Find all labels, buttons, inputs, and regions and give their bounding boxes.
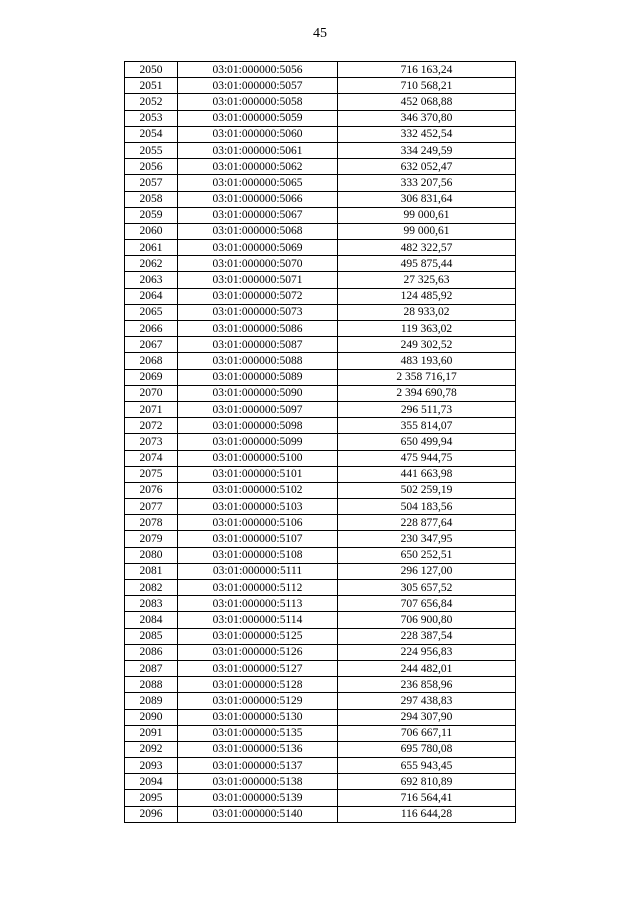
- cadastral-number-cell: 03:01:000000:5060: [178, 126, 338, 142]
- row-number-cell: 2090: [125, 709, 178, 725]
- cadastral-value-cell: 119 363,02: [338, 321, 516, 337]
- cadastral-number-cell: 03:01:000000:5127: [178, 660, 338, 676]
- cadastral-number-cell: 03:01:000000:5135: [178, 725, 338, 741]
- table-row: [125, 337, 516, 353]
- table-row: [125, 531, 516, 547]
- table-row: [125, 418, 516, 434]
- cadastral-value-cell: 230 347,95: [338, 531, 516, 547]
- row-number-cell: 2064: [125, 288, 178, 304]
- table-row: [125, 401, 516, 417]
- table-row: [125, 790, 516, 806]
- row-number-cell: 2060: [125, 223, 178, 239]
- table-row: [125, 78, 516, 94]
- row-number-cell: 2088: [125, 677, 178, 693]
- cadastral-number-cell: 03:01:000000:5090: [178, 385, 338, 401]
- table-row: [125, 142, 516, 158]
- cadastral-value-cell: 116 644,28: [338, 806, 516, 822]
- cadastral-value-cell: 334 249,59: [338, 142, 516, 158]
- cadastral-number-cell: 03:01:000000:5102: [178, 482, 338, 498]
- cadastral-number-cell: 03:01:000000:5114: [178, 612, 338, 628]
- cadastral-number-cell: 03:01:000000:5139: [178, 790, 338, 806]
- table-row: [125, 612, 516, 628]
- row-number-cell: 2061: [125, 240, 178, 256]
- table-row: [125, 304, 516, 320]
- row-number-cell: 2081: [125, 563, 178, 579]
- cadastral-value-cell: 332 452,54: [338, 126, 516, 142]
- cadastral-value-cell: 296 511,73: [338, 401, 516, 417]
- cadastral-number-cell: 03:01:000000:5103: [178, 499, 338, 515]
- table-row: [125, 547, 516, 563]
- table-row: [125, 62, 516, 78]
- cadastral-value-cell: 27 325,63: [338, 272, 516, 288]
- cadastral-number-cell: 03:01:000000:5140: [178, 806, 338, 822]
- cadastral-value-cell: 632 052,47: [338, 159, 516, 175]
- row-number-cell: 2073: [125, 434, 178, 450]
- table-row: [125, 110, 516, 126]
- row-number-cell: 2072: [125, 418, 178, 434]
- cadastral-number-cell: 03:01:000000:5125: [178, 628, 338, 644]
- table-row: [125, 628, 516, 644]
- cadastral-number-cell: 03:01:000000:5056: [178, 62, 338, 78]
- cadastral-number-cell: 03:01:000000:5068: [178, 223, 338, 239]
- cadastral-number-cell: 03:01:000000:5066: [178, 191, 338, 207]
- table-row: [125, 725, 516, 741]
- table-row: [125, 175, 516, 191]
- cadastral-value-cell: 224 956,83: [338, 644, 516, 660]
- row-number-cell: 2067: [125, 337, 178, 353]
- cadastral-value-cell: 483 193,60: [338, 353, 516, 369]
- row-number-cell: 2082: [125, 580, 178, 596]
- cadastral-number-cell: 03:01:000000:5099: [178, 434, 338, 450]
- cadastral-number-cell: 03:01:000000:5106: [178, 515, 338, 531]
- row-number-cell: 2096: [125, 806, 178, 822]
- row-number-cell: 2056: [125, 159, 178, 175]
- cadastral-value-cell: 249 302,52: [338, 337, 516, 353]
- row-number-cell: 2076: [125, 482, 178, 498]
- cadastral-number-cell: 03:01:000000:5073: [178, 304, 338, 320]
- cadastral-number-cell: 03:01:000000:5062: [178, 159, 338, 175]
- table-row: [125, 256, 516, 272]
- cadastral-value-cell: 495 875,44: [338, 256, 516, 272]
- cadastral-number-cell: 03:01:000000:5108: [178, 547, 338, 563]
- cadastral-number-cell: 03:01:000000:5057: [178, 78, 338, 94]
- row-number-cell: 2065: [125, 304, 178, 320]
- table-row: [125, 207, 516, 223]
- cadastral-value-cell: 441 663,98: [338, 466, 516, 482]
- cadastral-number-cell: 03:01:000000:5138: [178, 774, 338, 790]
- cadastral-value-cell: 482 322,57: [338, 240, 516, 256]
- table-row: [125, 94, 516, 110]
- table-row: [125, 223, 516, 239]
- cadastral-value-cell: 228 387,54: [338, 628, 516, 644]
- cadastral-value-cell: 2 358 716,17: [338, 369, 516, 385]
- cadastral-number-cell: 03:01:000000:5088: [178, 353, 338, 369]
- cadastral-number-cell: 03:01:000000:5128: [178, 677, 338, 693]
- cadastral-number-cell: 03:01:000000:5069: [178, 240, 338, 256]
- cadastral-value-cell: 655 943,45: [338, 758, 516, 774]
- cadastral-value-cell: 650 252,51: [338, 547, 516, 563]
- row-number-cell: 2058: [125, 191, 178, 207]
- row-number-cell: 2059: [125, 207, 178, 223]
- cadastral-value-cell: 333 207,56: [338, 175, 516, 191]
- cadastral-number-cell: 03:01:000000:5072: [178, 288, 338, 304]
- cadastral-value-cell: 99 000,61: [338, 207, 516, 223]
- cadastral-value-cell: 716 163,24: [338, 62, 516, 78]
- cadastral-value-cell: 297 438,83: [338, 693, 516, 709]
- table-row: [125, 450, 516, 466]
- table-row: [125, 272, 516, 288]
- cadastral-number-cell: 03:01:000000:5113: [178, 596, 338, 612]
- row-number-cell: 2085: [125, 628, 178, 644]
- table-row: [125, 126, 516, 142]
- row-number-cell: 2070: [125, 385, 178, 401]
- cadastral-value-cell: 236 858,96: [338, 677, 516, 693]
- row-number-cell: 2055: [125, 142, 178, 158]
- cadastral-number-cell: 03:01:000000:5087: [178, 337, 338, 353]
- table-row: [125, 499, 516, 515]
- table-row: [125, 466, 516, 482]
- table-row: [125, 385, 516, 401]
- cadastral-number-cell: 03:01:000000:5111: [178, 563, 338, 579]
- cadastral-number-cell: 03:01:000000:5112: [178, 580, 338, 596]
- row-number-cell: 2079: [125, 531, 178, 547]
- cadastral-value-cell: 504 183,56: [338, 499, 516, 515]
- row-number-cell: 2052: [125, 94, 178, 110]
- cadastral-number-cell: 03:01:000000:5089: [178, 369, 338, 385]
- table-row: [125, 774, 516, 790]
- table-row: [125, 806, 516, 822]
- cadastral-value-cell: 228 877,64: [338, 515, 516, 531]
- table-row: [125, 482, 516, 498]
- cadastral-value-cell: 346 370,80: [338, 110, 516, 126]
- cadastral-value-cell: 2 394 690,78: [338, 385, 516, 401]
- table-row: [125, 677, 516, 693]
- cadastral-number-cell: 03:01:000000:5101: [178, 466, 338, 482]
- cadastral-value-cell: 355 814,07: [338, 418, 516, 434]
- table-row: [125, 660, 516, 676]
- row-number-cell: 2080: [125, 547, 178, 563]
- table-row: [125, 434, 516, 450]
- table-row: [125, 709, 516, 725]
- cadastral-number-cell: 03:01:000000:5071: [178, 272, 338, 288]
- table-row: [125, 240, 516, 256]
- row-number-cell: 2084: [125, 612, 178, 628]
- cadastral-value-cell: 305 657,52: [338, 580, 516, 596]
- row-number-cell: 2083: [125, 596, 178, 612]
- cadastral-number-cell: 03:01:000000:5061: [178, 142, 338, 158]
- cadastral-number-cell: 03:01:000000:5100: [178, 450, 338, 466]
- cadastral-value-cell: 707 656,84: [338, 596, 516, 612]
- row-number-cell: 2050: [125, 62, 178, 78]
- row-number-cell: 2095: [125, 790, 178, 806]
- cadastral-value-cell: 706 667,11: [338, 725, 516, 741]
- row-number-cell: 2091: [125, 725, 178, 741]
- cadastral-value-cell: 706 900,80: [338, 612, 516, 628]
- row-number-cell: 2094: [125, 774, 178, 790]
- table-row: [125, 321, 516, 337]
- page-number: 45: [313, 26, 327, 41]
- row-number-cell: 2075: [125, 466, 178, 482]
- cadastral-value-cell: 452 068,88: [338, 94, 516, 110]
- row-number-cell: 2092: [125, 741, 178, 757]
- row-number-cell: 2069: [125, 369, 178, 385]
- table-row: [125, 596, 516, 612]
- row-number-cell: 2063: [125, 272, 178, 288]
- table-row: [125, 159, 516, 175]
- table-row: [125, 644, 516, 660]
- cadastral-number-cell: 03:01:000000:5058: [178, 94, 338, 110]
- row-number-cell: 2089: [125, 693, 178, 709]
- cadastral-number-cell: 03:01:000000:5107: [178, 531, 338, 547]
- table-row: [125, 191, 516, 207]
- row-number-cell: 2087: [125, 660, 178, 676]
- row-number-cell: 2053: [125, 110, 178, 126]
- cadastral-number-cell: 03:01:000000:5136: [178, 741, 338, 757]
- row-number-cell: 2093: [125, 758, 178, 774]
- cadastral-value-cell: 650 499,94: [338, 434, 516, 450]
- cadastral-number-cell: 03:01:000000:5067: [178, 207, 338, 223]
- cadastral-number-cell: 03:01:000000:5137: [178, 758, 338, 774]
- cadastral-value-cell: 502 259,19: [338, 482, 516, 498]
- cadastral-number-cell: 03:01:000000:5126: [178, 644, 338, 660]
- cadastral-value-cell: 28 933,02: [338, 304, 516, 320]
- row-number-cell: 2051: [125, 78, 178, 94]
- table-row: [125, 580, 516, 596]
- row-number-cell: 2078: [125, 515, 178, 531]
- cadastral-value-cell: 716 564,41: [338, 790, 516, 806]
- row-number-cell: 2057: [125, 175, 178, 191]
- cadastral-number-cell: 03:01:000000:5097: [178, 401, 338, 417]
- cadastral-number-cell: 03:01:000000:5065: [178, 175, 338, 191]
- cadastral-number-cell: 03:01:000000:5130: [178, 709, 338, 725]
- table-row: [125, 369, 516, 385]
- cadastral-number-cell: 03:01:000000:5129: [178, 693, 338, 709]
- row-number-cell: 2086: [125, 644, 178, 660]
- cadastral-value-cell: 99 000,61: [338, 223, 516, 239]
- table-body: [125, 62, 516, 823]
- cadastral-value-cell: 296 127,00: [338, 563, 516, 579]
- table-row: [125, 741, 516, 757]
- table-row: [125, 563, 516, 579]
- cadastral-number-cell: 03:01:000000:5070: [178, 256, 338, 272]
- cadastral-value-cell: 692 810,89: [338, 774, 516, 790]
- row-number-cell: 2062: [125, 256, 178, 272]
- cadastral-value-cell: 710 568,21: [338, 78, 516, 94]
- cadastral-number-cell: 03:01:000000:5098: [178, 418, 338, 434]
- row-number-cell: 2071: [125, 401, 178, 417]
- cadastral-value-cell: 244 482,01: [338, 660, 516, 676]
- table-row: [125, 758, 516, 774]
- row-number-cell: 2066: [125, 321, 178, 337]
- cadastral-number-cell: 03:01:000000:5059: [178, 110, 338, 126]
- table-row: [125, 693, 516, 709]
- row-number-cell: 2074: [125, 450, 178, 466]
- cadastral-value-cell: 294 307,90: [338, 709, 516, 725]
- cadastral-value-cell: 695 780,08: [338, 741, 516, 757]
- row-number-cell: 2054: [125, 126, 178, 142]
- cadastral-number-cell: 03:01:000000:5086: [178, 321, 338, 337]
- row-number-cell: 2077: [125, 499, 178, 515]
- cadastral-value-cell: 306 831,64: [338, 191, 516, 207]
- cadastral-value-table: [124, 61, 516, 823]
- table-row: [125, 288, 516, 304]
- cadastral-value-cell: 124 485,92: [338, 288, 516, 304]
- table-row: [125, 515, 516, 531]
- table-row: [125, 353, 516, 369]
- cadastral-value-cell: 475 944,75: [338, 450, 516, 466]
- row-number-cell: 2068: [125, 353, 178, 369]
